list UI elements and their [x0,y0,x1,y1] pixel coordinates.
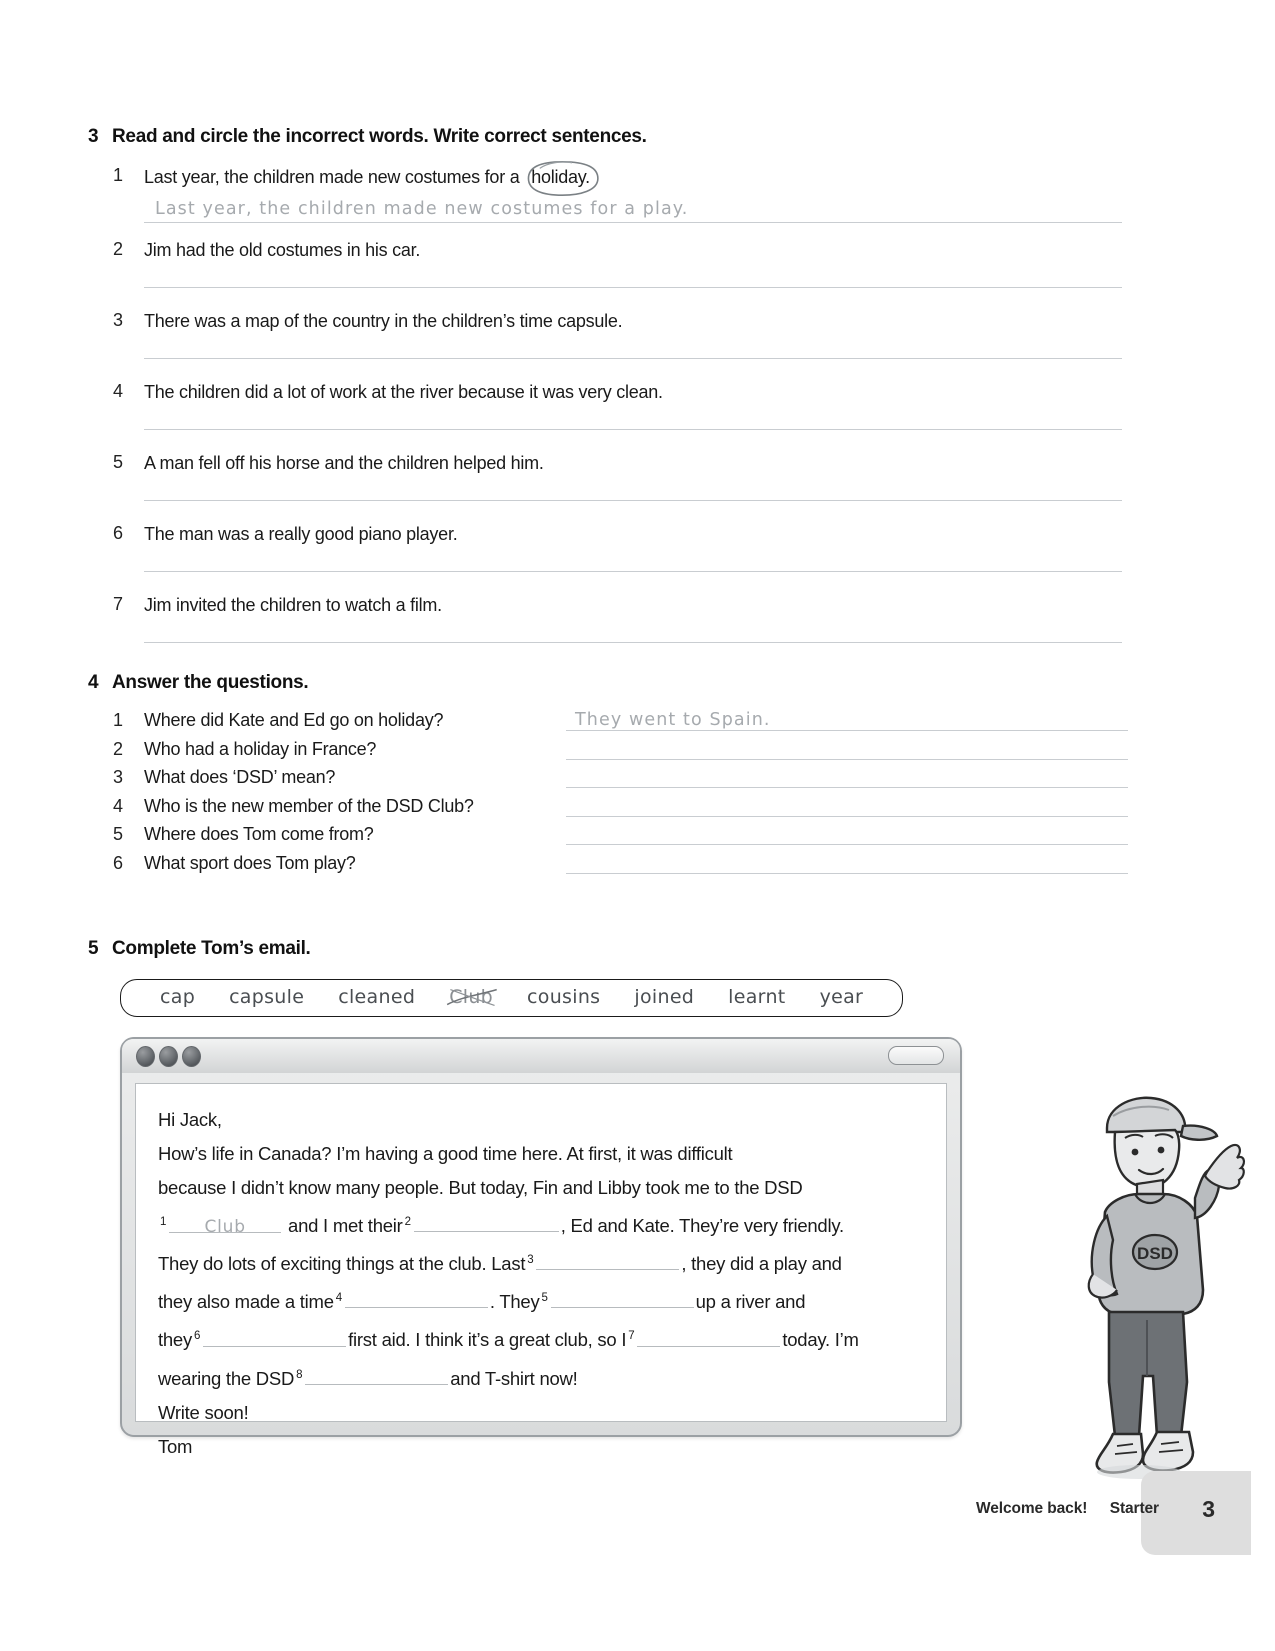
exercise-5-number: 5 [88,938,99,959]
item-number: 1 [113,710,123,730]
item-answer-line[interactable] [144,642,1122,643]
item-answer-line[interactable] [144,358,1122,359]
exercise-3-item-4 [113,381,1128,430]
blank-number-6: 6 [193,1330,201,1343]
boy-character-illustration [1047,1076,1247,1496]
window-control-pill-icon[interactable] [888,1046,944,1065]
blank-number-3: 3 [527,1254,534,1267]
item-question: What does ‘DSD’ mean? [144,767,336,787]
item-number: 5 [113,824,123,844]
hand-drawn-ellipse-icon [522,160,603,197]
word-bank [120,979,903,1017]
item-number: 6 [113,523,123,544]
svg-text:DSD: DSD [1137,1244,1173,1263]
word-bank-item-year[interactable]: year [819,986,864,1008]
email-line-2: because I didn’t know many people. But today, Fin and Libby took me to the DSD [158,1177,803,1198]
email-line-6-text-a: they [158,1329,192,1351]
email-blank-6[interactable] [203,1324,346,1347]
blank-number-7: 7 [628,1330,635,1343]
blank-number-2: 2 [404,1216,411,1228]
email-line-6-text-b: first aid. I think it’s a great club, so I [348,1329,627,1351]
item-number: 4 [113,381,123,402]
email-blank-1[interactable]: Club [169,1210,281,1233]
blank-number-5: 5 [541,1292,548,1305]
item-number: 3 [113,310,123,331]
exercise-3-item-3 [113,310,1128,359]
email-line-4 [158,1243,924,1281]
item-answer-line[interactable] [566,739,1128,760]
blank-number-4: 4 [335,1292,342,1305]
item-sentence: Jim had the old costumes in his car. [144,240,421,261]
email-blank-4[interactable] [345,1285,488,1308]
exercise-4-number: 4 [88,672,99,693]
word-bank-item-joined[interactable]: joined [634,986,695,1008]
exercise-4-heading [88,672,1128,694]
word-bank-item-cousins[interactable]: cousins [527,986,601,1008]
email-line-5 [158,1281,924,1319]
item-answer-line[interactable] [566,796,1128,817]
email-blank-7[interactable] [637,1324,780,1347]
item-sentence: The man was a really good piano player. [144,524,458,545]
item-answer-line[interactable] [566,853,1128,874]
item-answer-line[interactable] [144,199,1122,223]
item-answer-line[interactable] [144,287,1122,288]
email-blank-2[interactable] [414,1209,559,1232]
footer-unit-label: Welcome back! [976,1500,1088,1517]
email-window [120,1037,962,1457]
word-bank-item-cleaned[interactable]: cleaned [338,986,416,1008]
email-blank-5[interactable] [551,1285,694,1308]
email-line-6 [158,1319,924,1357]
item-sentence: A man fell off his horse and the children helped him. [144,453,544,474]
item-number: 1 [113,165,123,185]
item-answer-line[interactable] [566,824,1128,845]
item-question: What sport does Tom play? [144,852,356,873]
email-greeting: Hi Jack, [158,1109,222,1130]
exercise-5-title: Complete Tom’s email. [112,938,311,959]
email-line-7 [158,1358,924,1396]
email-line-4-text-a: They do lots of exciting things at the club. Last [158,1253,526,1275]
item-number: 7 [113,594,123,615]
item-number: 2 [113,239,123,260]
exercise-4-item-4 [113,796,1128,817]
exercise-3-item-6 [113,523,1128,572]
footer [976,1500,1159,1518]
exercise-3-number: 3 [88,126,99,147]
email-line-5-text-b: . They [489,1291,540,1313]
email-signoff: Write soon! [158,1401,249,1423]
email-line-3-text-b: , Ed and Kate. They’re very friendly. [560,1215,844,1237]
item-question: Who had a holiday in France? [144,738,377,759]
exercise-3-item-7 [113,594,1128,643]
circled-word-text: holiday. [531,167,590,187]
word-bank-item-capsule[interactable]: capsule [229,986,305,1008]
email-blank-3[interactable] [536,1247,679,1270]
exercise-5-heading [88,938,1148,960]
exercise-3-item-5 [113,452,1128,501]
item-sentence: There was a map of the country in the children’s time capsule. [144,311,623,332]
word-bank-item-club[interactable] [449,986,493,1008]
item-number: 2 [113,738,123,759]
email-line-3 [158,1205,924,1243]
strikethrough-icon [445,984,499,1012]
circled-word[interactable] [524,165,599,190]
page-number: 3 [1202,1496,1215,1522]
item-number: 6 [113,852,123,873]
window-minimize-dot-icon[interactable] [159,1046,178,1067]
item-sentence: Jim invited the children to watch a film. [144,595,442,616]
item-answer-line[interactable] [144,500,1122,501]
exercise-4-item-2 [113,739,1128,760]
email-line-5-text-a: they also made a time [158,1291,334,1313]
exercise-3 [88,126,1128,643]
item-number: 5 [113,452,123,473]
exercise-4-item-3 [113,767,1128,788]
email-body [135,1083,947,1457]
blank-number-8: 8 [296,1368,303,1381]
item-sentence-text: Last year, the children made new costumes for a [144,167,520,187]
exercise-3-item-1 [88,165,1128,223]
item-sentence: The children did a lot of work at the river because it was very clean. [144,382,663,403]
item-question: Where did Kate and Ed go on holiday? [144,710,444,730]
exercise-3-title: Read and circle the incorrect words. Write correct sentences. [112,126,647,147]
exercise-5 [88,938,1148,960]
email-line-7-text-b: and T-shirt now! [450,1367,578,1389]
window-maximize-dot-icon[interactable] [182,1046,201,1067]
email-line-5-text-c: up a river and [695,1291,806,1313]
email-line-3-text-a: and I met their [288,1215,403,1237]
email-blank-8[interactable] [305,1362,448,1385]
item-number: 4 [113,795,123,816]
email-line-4-text-b: , they did a play and [681,1253,842,1275]
word-bank-item-learnt[interactable]: learnt [728,986,786,1008]
exercise-3-heading [88,126,1128,148]
email-signature: Tom [158,1435,193,1457]
email-line-1: How’s life in Canada? I’m having a good time here. At first, it was difficult [158,1143,733,1164]
item-answer-line[interactable] [144,571,1122,572]
item-question: Who is the new member of the DSD Club? [144,795,474,816]
blank-number-1: 1 [160,1216,167,1228]
footer-level-label: Starter [1109,1500,1159,1517]
exercise-4-item-1 [113,710,1128,731]
item-answer-line[interactable] [566,710,1128,731]
word-bank-item-cap[interactable]: cap [160,986,196,1008]
email-line-7-text-a: wearing the DSD [158,1367,295,1389]
window-close-dot-icon[interactable] [136,1046,155,1067]
handwritten-answer: Last year, the children made new costumes for a play. [155,199,689,220]
item-answer-line[interactable] [144,429,1122,430]
exercise-3-item-2 [113,239,1128,288]
word-bank-item-label: Club [449,986,494,1008]
item-number: 3 [113,767,123,787]
handwritten-answer: They went to Spain. [575,710,771,730]
item-sentence [144,165,599,190]
exercise-4-item-6 [113,853,1128,874]
item-question: Where does Tom come from? [144,824,374,844]
email-window-titlebar [122,1039,960,1073]
email-line-6-text-c: today. I’m [782,1329,859,1351]
item-answer-line[interactable] [566,767,1128,788]
exercise-3-items [88,239,1128,643]
exercise-4-items [88,710,1128,874]
exercise-4-item-5 [113,824,1128,845]
exercise-4 [88,672,1128,881]
exercise-4-title: Answer the questions. [112,672,309,693]
